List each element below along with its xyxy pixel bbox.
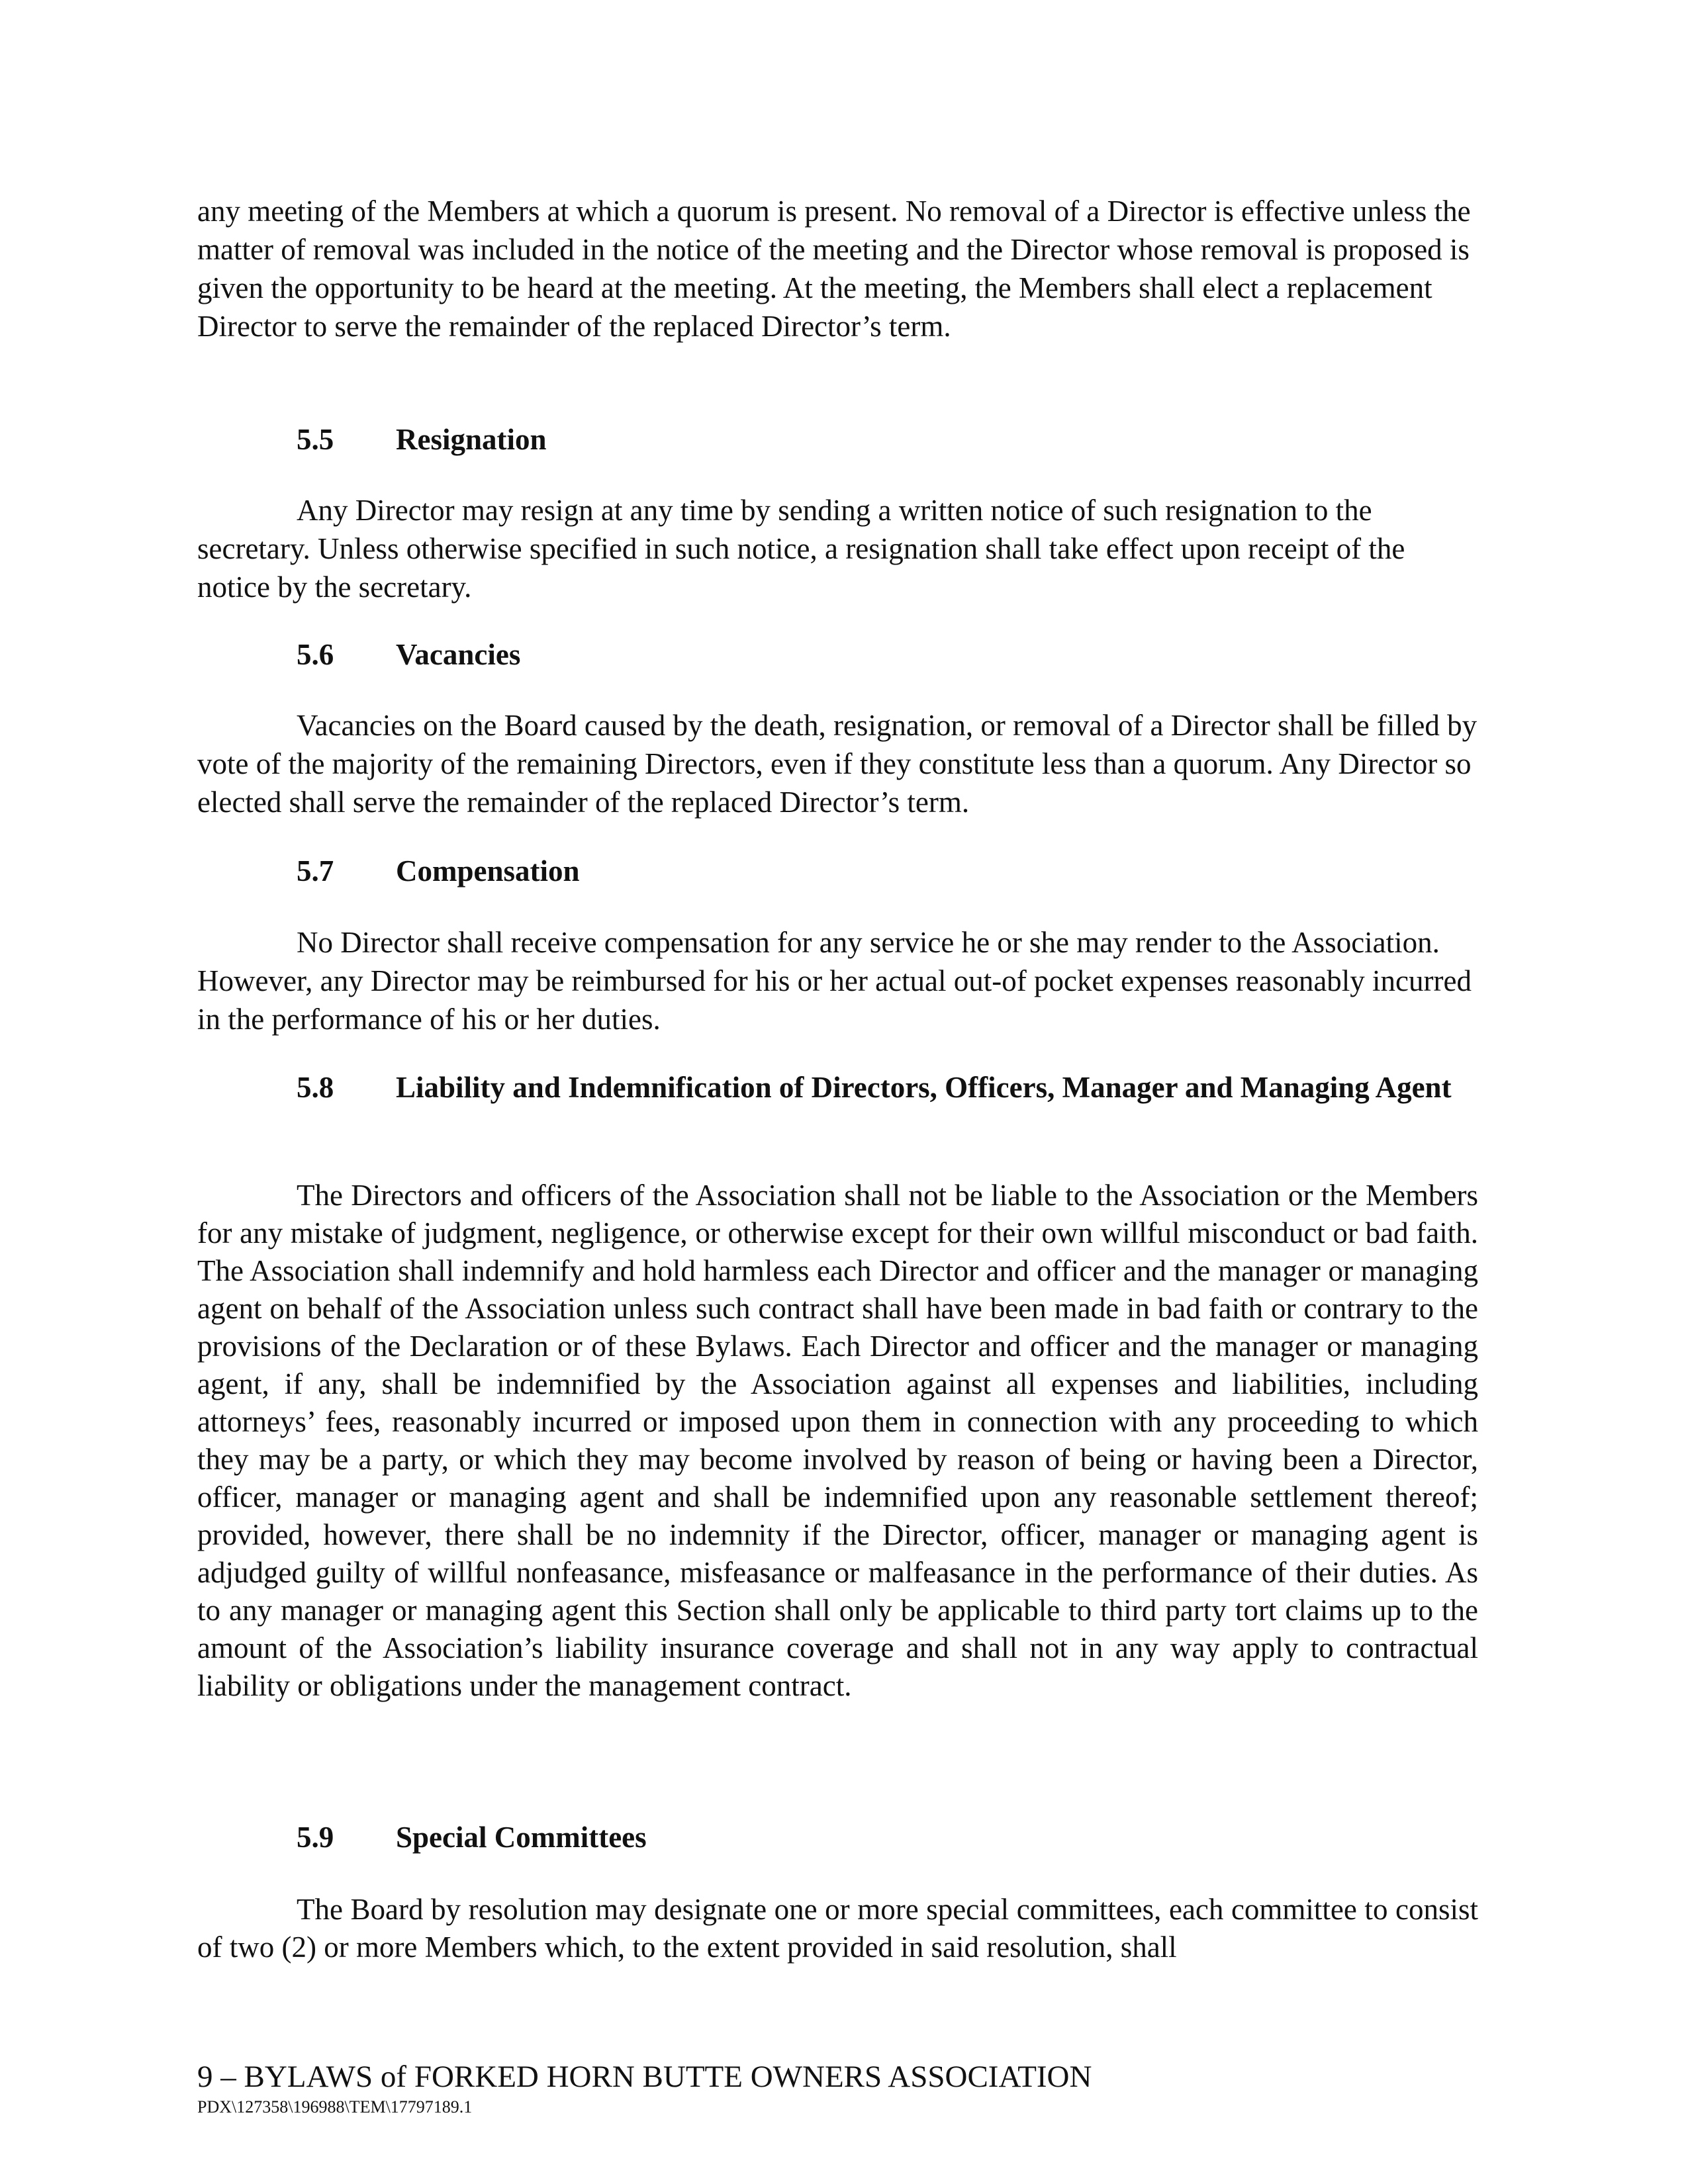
footer-document-code: PDX\127358\196988\TEM\17797189.1: [197, 2097, 473, 2116]
section-body-text: The Board by resolution may designate one or more special committees, each committee to consist of two (2) or more Members which, to the extent provided in said resolution, shall: [197, 1893, 1478, 1964]
section-body-text: Any Director may resign at any time by sending a written notice of such resignation to the secretary. Unless otherwise specified in such notice, a resignation shall take effect upon receipt of the notice by the secretary.: [197, 494, 1405, 604]
section-heading-special-committees: [297, 1818, 647, 1856]
section-title: Special Committees: [396, 1821, 647, 1854]
section-body-resignation: [197, 491, 1478, 606]
section-body-special-committees: [197, 1891, 1478, 1966]
section-body-compensation: [197, 923, 1478, 1038]
section-body-liability: [197, 1177, 1478, 1705]
section-title: Resignation: [396, 423, 547, 456]
section-title: Compensation: [396, 854, 580, 887]
section-heading-resignation: [297, 420, 547, 459]
section-title: Liability and Indemnification of Directors, Officers, Manager and Managing Agent: [396, 1071, 1452, 1104]
section-body-text: No Director shall receive compensation for any service he or she may render to the Association. However, any Director may be reimbursed for his or her actual out-of pocket expenses reasonably incurred in the performance of his or her duties.: [197, 926, 1472, 1036]
section-heading-compensation: [297, 852, 580, 890]
section-number: 5.7: [297, 854, 334, 887]
section-number: 5.9: [297, 1821, 334, 1854]
section-title: Vacancies: [396, 638, 521, 671]
continuation-paragraph: any meeting of the Members at which a quorum is present. No removal of a Director is effective unless the matter of removal was included in the notice of the meeting and the Director whose removal is proposed is given the opportunity to be heard at the meeting. At the meeting, the Members shall elect a replacement Director to serve the remainder of the replaced Director’s term.: [197, 195, 1471, 343]
section-body-vacancies: [197, 706, 1478, 821]
section-number: 5.8: [297, 1071, 334, 1104]
section-number: 5.5: [297, 423, 334, 456]
section-body-text: Vacancies on the Board caused by the death, resignation, or removal of a Director shall be filled by vote of the majority of the remaining Directors, even if they constitute less than a quorum. Any Director so elected shall serve the remainder of the replaced Director’s term.: [197, 709, 1477, 819]
footer-title: 9 – BYLAWS of FORKED HORN BUTTE OWNERS ASSOCIATION: [197, 2060, 1092, 2094]
section-heading-liability: [197, 1068, 1478, 1107]
section-heading-vacancies: [297, 635, 520, 674]
section-body-text: The Directors and officers of the Association shall not be liable to the Association or the Members for any mistake of judgment, negligence, or otherwise except for their own willful misconduct or bad faith. The Association shall indemnify and hold harmless each Director and officer and the manager or managing agent on behalf of the Association unless such contract shall have been made in bad faith or contrary to the provisions of the Declaration or of these Bylaws. Each Director and officer and the manager or managing agent, if any, shall be indemnified by the Association against all expenses and liabilities, including attorneys’ fees, reasonably incurred or imposed upon them in connection with any proceeding to which they may be a party, or which they may become involved by reason of being or having been a Director, officer, manager or managing agent and shall be indemnified upon any reasonable settlement thereof; provided, however, there shall be no indemnity if the Director, officer, manager or managing agent is adjudged guilty of willful nonfeasance, misfeasance or malfeasance in the performance of their duties. As to any manager or managing agent this Section shall only be applicable to third party tort claims up to the amount of the Association’s liability insurance coverage and shall not in any way apply to contractual liability or obligations under the management contract.: [197, 1179, 1478, 1702]
section-number: 5.6: [297, 638, 334, 671]
